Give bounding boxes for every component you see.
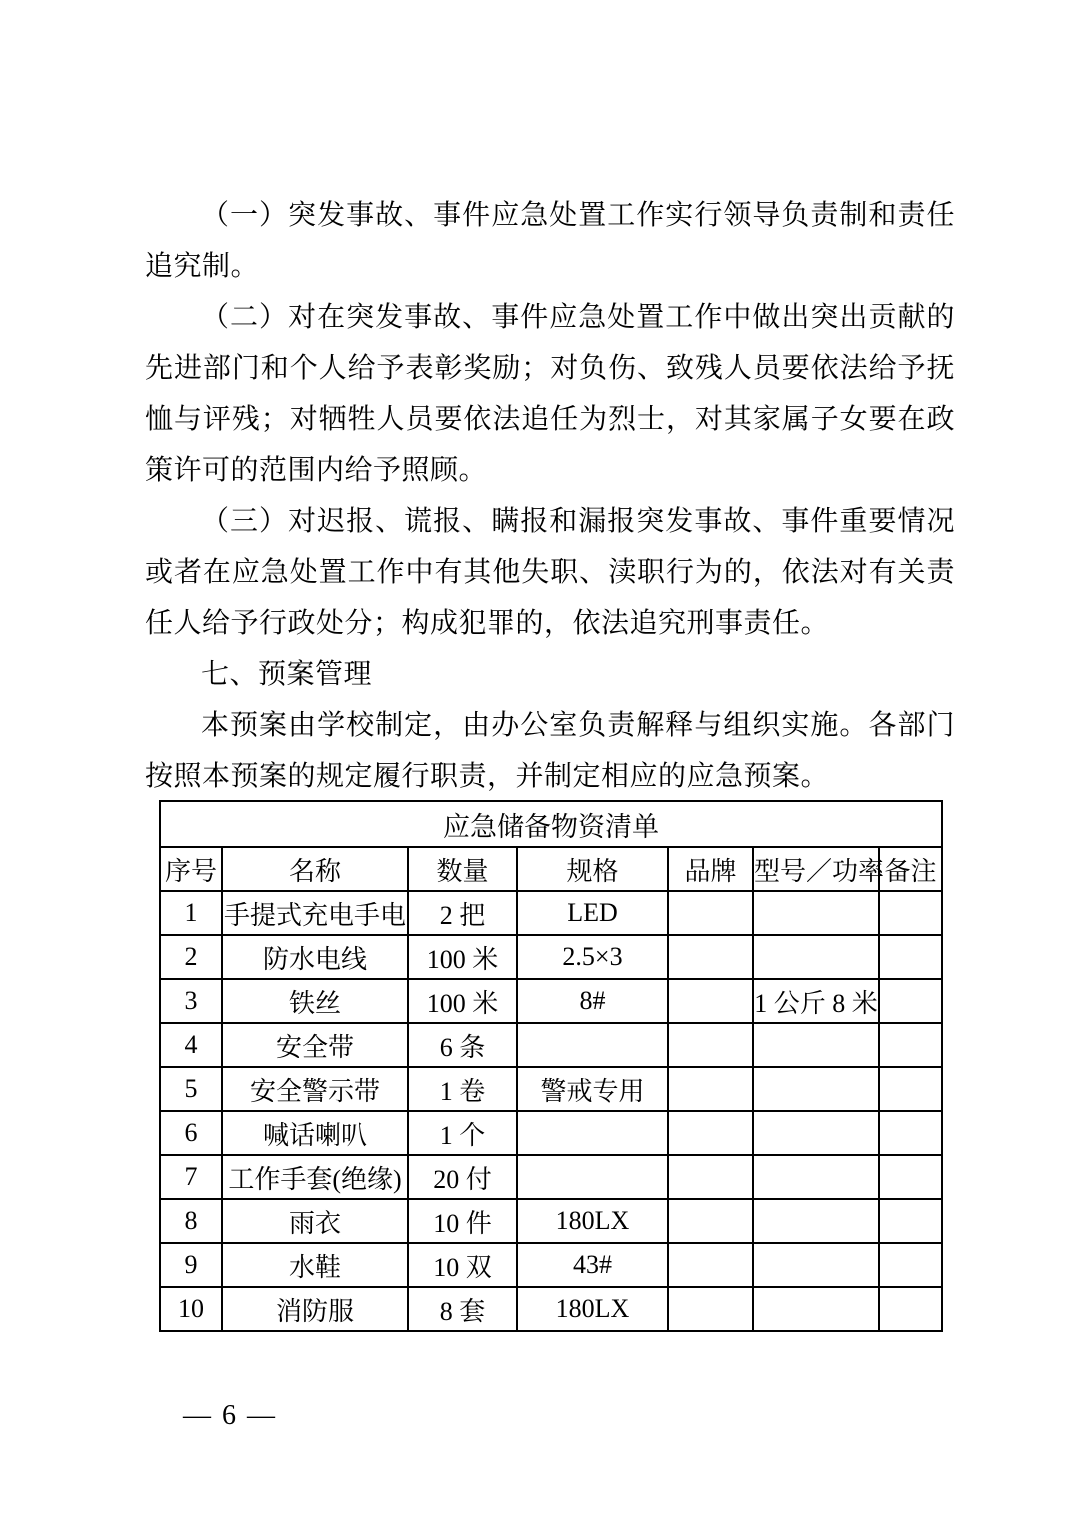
table-cell: 防水电线	[222, 935, 408, 979]
table-cell	[753, 1287, 879, 1331]
table-cell: 7	[160, 1155, 222, 1199]
table-cell: 20 付	[408, 1155, 517, 1199]
table-cell: 100 米	[408, 979, 517, 1023]
table-header-row	[160, 847, 942, 891]
paragraph-line: 恤与评残；对牺牲人员要依法追任为烈士，对其家属子女要在政	[145, 404, 955, 435]
table-cell	[668, 1067, 753, 1111]
table-cell: 喊话喇叭	[222, 1111, 408, 1155]
table-row	[160, 1067, 942, 1111]
table-cell	[879, 1111, 942, 1155]
table-cell: 1 个	[408, 1111, 517, 1155]
paragraph-line: 策许可的范围内给予照顾。	[145, 455, 488, 486]
column-header: 型号／功率	[753, 847, 879, 891]
table-cell: 3	[160, 979, 222, 1023]
table-row	[160, 1023, 942, 1067]
column-header: 名称	[222, 847, 408, 891]
table-cell	[668, 891, 753, 935]
table-cell: 工作手套(绝缘)	[222, 1155, 408, 1199]
table-cell	[668, 1023, 753, 1067]
column-header: 序号	[160, 847, 222, 891]
table-row	[160, 1111, 942, 1155]
table-cell	[879, 1287, 942, 1331]
table-cell: LED	[517, 891, 668, 935]
table-cell	[753, 1155, 879, 1199]
table-row	[160, 1287, 942, 1331]
column-header: 备注	[879, 847, 942, 891]
table-cell: 消防服	[222, 1287, 408, 1331]
table-cell: 1 公斤 8 米	[753, 979, 879, 1023]
table-cell: 9	[160, 1243, 222, 1287]
table-row	[160, 979, 942, 1023]
table-cell: 安全警示带	[222, 1067, 408, 1111]
paragraph-line: （二）对在突发事故、事件应急处置工作中做出突出贡献的	[201, 302, 955, 333]
paragraph-line: 或者在应急处置工作中有其他失职、渎职行为的，依法对有关责	[145, 557, 955, 588]
table-cell: 6	[160, 1111, 222, 1155]
table-cell	[753, 891, 879, 935]
table-cell: 43#	[517, 1243, 668, 1287]
table-cell	[879, 1023, 942, 1067]
paragraph-line: 任人给予行政处分；构成犯罪的，依法追究刑事责任。	[145, 608, 830, 639]
table-cell	[668, 979, 753, 1023]
table-cell	[879, 891, 942, 935]
table-cell: 2 把	[408, 891, 517, 935]
table-cell	[668, 935, 753, 979]
table-cell: 1 卷	[408, 1067, 517, 1111]
table-cell: 180LX	[517, 1287, 668, 1331]
table-cell	[753, 1067, 879, 1111]
column-header: 品牌	[668, 847, 753, 891]
table-cell	[879, 979, 942, 1023]
table-cell	[753, 1243, 879, 1287]
table-cell	[879, 1199, 942, 1243]
table-cell: 铁丝	[222, 979, 408, 1023]
table-cell	[517, 1023, 668, 1067]
paragraph-line: （三）对迟报、谎报、瞒报和漏报突发事故、事件重要情况	[201, 506, 955, 537]
table-cell	[879, 1243, 942, 1287]
table-cell	[668, 1199, 753, 1243]
paragraph-line: 本预案由学校制定，由办公室负责解释与组织实施。各部门	[201, 710, 955, 741]
column-header: 数量	[408, 847, 517, 891]
table-cell	[668, 1111, 753, 1155]
table-cell: 雨衣	[222, 1199, 408, 1243]
table-cell: 10 件	[408, 1199, 517, 1243]
paragraph-line: 追究制。	[145, 251, 260, 282]
table-row	[160, 1155, 942, 1199]
paragraph-line: 七、预案管理	[201, 659, 373, 690]
table-cell: 180LX	[517, 1199, 668, 1243]
column-header: 规格	[517, 847, 668, 891]
table-title-row	[160, 801, 942, 847]
table-cell	[753, 935, 879, 979]
table-cell	[668, 1243, 753, 1287]
table-cell	[517, 1155, 668, 1199]
table-row	[160, 1199, 942, 1243]
emergency-supplies-table	[159, 800, 943, 1332]
table-cell	[517, 1111, 668, 1155]
table-cell	[753, 1111, 879, 1155]
table-cell: 手提式充电手电	[222, 891, 408, 935]
table-cell: 水鞋	[222, 1243, 408, 1287]
table-cell: 警戒专用	[517, 1067, 668, 1111]
table-cell	[879, 935, 942, 979]
table-cell: 8#	[517, 979, 668, 1023]
body-text	[145, 190, 955, 802]
table-row	[160, 1243, 942, 1287]
table-cell: 安全带	[222, 1023, 408, 1067]
table-cell	[879, 1067, 942, 1111]
table-cell	[753, 1023, 879, 1067]
table-row	[160, 935, 942, 979]
table-cell	[753, 1199, 879, 1243]
table-cell: 8	[160, 1199, 222, 1243]
table-cell	[879, 1155, 942, 1199]
paragraph-line: 按照本预案的规定履行职责，并制定相应的应急预案。	[145, 761, 830, 792]
table-cell: 8 套	[408, 1287, 517, 1331]
table-row	[160, 891, 942, 935]
paragraph-line: （一）突发事故、事件应急处置工作实行领导负责制和责任	[201, 200, 955, 231]
table-cell	[668, 1155, 753, 1199]
table-cell: 10	[160, 1287, 222, 1331]
table-cell: 2.5×3	[517, 935, 668, 979]
page-number: — 6 —	[183, 1400, 277, 1431]
paragraph-line: 先进部门和个人给予表彰奖励；对负伤、致残人员要依法给予抚	[145, 353, 955, 384]
table-cell: 4	[160, 1023, 222, 1067]
table-title: 应急储备物资清单	[160, 801, 942, 847]
table-cell	[668, 1287, 753, 1331]
table-cell: 1	[160, 891, 222, 935]
table-cell: 5	[160, 1067, 222, 1111]
table-cell: 100 米	[408, 935, 517, 979]
table-cell: 6 条	[408, 1023, 517, 1067]
table-cell: 10 双	[408, 1243, 517, 1287]
table-cell: 2	[160, 935, 222, 979]
